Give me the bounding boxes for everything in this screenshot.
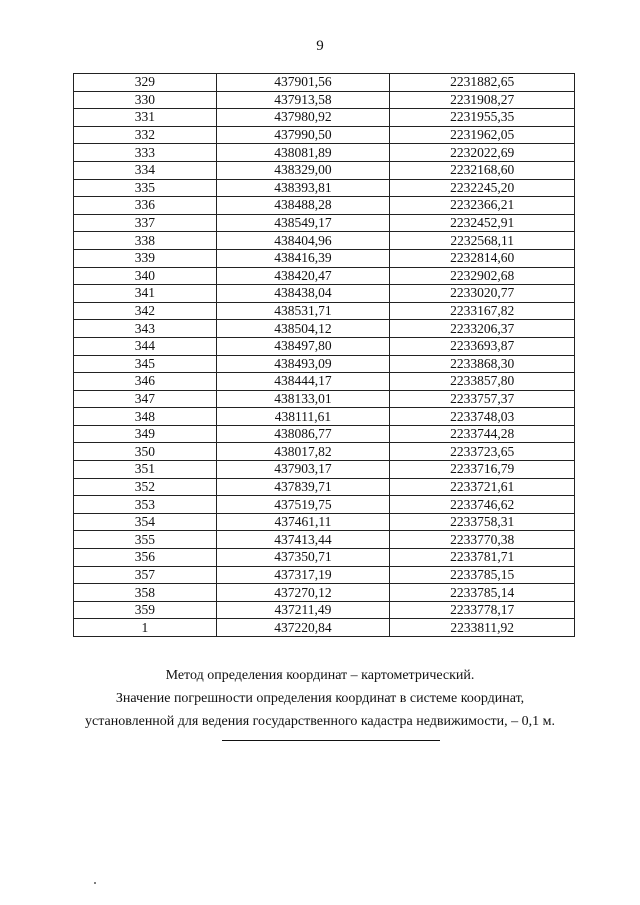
table-row bbox=[74, 478, 575, 496]
y-coordinate-cell: 2233206,37 bbox=[390, 320, 575, 338]
x-coordinate-cell: 438404,96 bbox=[216, 232, 390, 250]
point-number-cell: 349 bbox=[74, 425, 217, 443]
y-coordinate-cell: 2233785,15 bbox=[390, 566, 575, 584]
point-number-cell: 348 bbox=[74, 408, 217, 426]
point-number-cell: 343 bbox=[74, 320, 217, 338]
point-number-cell: 354 bbox=[74, 513, 217, 531]
x-coordinate-cell: 438438,04 bbox=[216, 285, 390, 303]
table-row bbox=[74, 126, 575, 144]
point-number-cell: 356 bbox=[74, 549, 217, 567]
y-coordinate-cell: 2233778,17 bbox=[390, 601, 575, 619]
accuracy-note-line1: Значение погрешности определения координат в системе координат, bbox=[115, 691, 525, 706]
point-number-cell: 344 bbox=[74, 337, 217, 355]
x-coordinate-cell: 438531,71 bbox=[216, 302, 390, 320]
y-coordinate-cell: 2231908,27 bbox=[390, 91, 575, 109]
table-row bbox=[74, 144, 575, 162]
table-row bbox=[74, 232, 575, 250]
point-number-cell: 331 bbox=[74, 109, 217, 127]
x-coordinate-cell: 438393,81 bbox=[216, 179, 390, 197]
table-row bbox=[74, 531, 575, 549]
point-number-cell: 345 bbox=[74, 355, 217, 373]
x-coordinate-cell: 437220,84 bbox=[216, 619, 390, 637]
y-coordinate-cell: 2233167,82 bbox=[390, 302, 575, 320]
point-number-cell: 351 bbox=[74, 461, 217, 479]
coordinates-table bbox=[73, 73, 575, 637]
x-coordinate-cell: 438493,09 bbox=[216, 355, 390, 373]
x-coordinate-cell: 437903,17 bbox=[216, 461, 390, 479]
point-number-cell: 342 bbox=[74, 302, 217, 320]
x-coordinate-cell: 438504,12 bbox=[216, 320, 390, 338]
point-number-cell: 339 bbox=[74, 249, 217, 267]
y-coordinate-cell: 2232022,69 bbox=[390, 144, 575, 162]
x-coordinate-cell: 438416,39 bbox=[216, 249, 390, 267]
point-number-cell: 357 bbox=[74, 566, 217, 584]
page-number: 9 bbox=[316, 38, 324, 54]
accuracy-note-line2: установленной для ведения государственного кадастра недвижимости, – 0,1 м. bbox=[84, 714, 556, 729]
y-coordinate-cell: 2231962,05 bbox=[390, 126, 575, 144]
table-row bbox=[74, 566, 575, 584]
x-coordinate-cell: 438488,28 bbox=[216, 197, 390, 215]
x-coordinate-cell: 437413,44 bbox=[216, 531, 390, 549]
table-row bbox=[74, 443, 575, 461]
table-row bbox=[74, 302, 575, 320]
table-row bbox=[74, 408, 575, 426]
y-coordinate-cell: 2232168,60 bbox=[390, 161, 575, 179]
point-number-cell: 336 bbox=[74, 197, 217, 215]
point-number-cell: 332 bbox=[74, 126, 217, 144]
y-coordinate-cell: 2232452,91 bbox=[390, 214, 575, 232]
table-row bbox=[74, 425, 575, 443]
y-coordinate-cell: 2233770,38 bbox=[390, 531, 575, 549]
x-coordinate-cell: 437211,49 bbox=[216, 601, 390, 619]
point-number-cell: 333 bbox=[74, 144, 217, 162]
point-number-cell: 340 bbox=[74, 267, 217, 285]
x-coordinate-cell: 437839,71 bbox=[216, 478, 390, 496]
point-number-cell: 347 bbox=[74, 390, 217, 408]
table-row bbox=[74, 373, 575, 391]
y-coordinate-cell: 2233748,03 bbox=[390, 408, 575, 426]
point-number-cell: 1 bbox=[74, 619, 217, 637]
y-coordinate-cell: 2232568,11 bbox=[390, 232, 575, 250]
x-coordinate-cell: 437990,50 bbox=[216, 126, 390, 144]
x-coordinate-cell: 437913,58 bbox=[216, 91, 390, 109]
scan-speck bbox=[94, 882, 96, 884]
x-coordinate-cell: 438017,82 bbox=[216, 443, 390, 461]
table-row bbox=[74, 320, 575, 338]
method-note: Метод определения координат – картометрический. bbox=[165, 668, 475, 683]
x-coordinate-cell: 438086,77 bbox=[216, 425, 390, 443]
y-coordinate-cell: 2233020,77 bbox=[390, 285, 575, 303]
x-coordinate-cell: 438444,17 bbox=[216, 373, 390, 391]
y-coordinate-cell: 2232902,68 bbox=[390, 267, 575, 285]
y-coordinate-cell: 2233781,71 bbox=[390, 549, 575, 567]
point-number-cell: 338 bbox=[74, 232, 217, 250]
x-coordinate-cell: 438420,47 bbox=[216, 267, 390, 285]
y-coordinate-cell: 2233868,30 bbox=[390, 355, 575, 373]
x-coordinate-cell: 437980,92 bbox=[216, 109, 390, 127]
y-coordinate-cell: 2233723,65 bbox=[390, 443, 575, 461]
x-coordinate-cell: 437270,12 bbox=[216, 584, 390, 602]
table-row bbox=[74, 179, 575, 197]
table-row bbox=[74, 601, 575, 619]
x-coordinate-cell: 437461,11 bbox=[216, 513, 390, 531]
point-number-cell: 352 bbox=[74, 478, 217, 496]
x-coordinate-cell: 437519,75 bbox=[216, 496, 390, 514]
y-coordinate-cell: 2233757,37 bbox=[390, 390, 575, 408]
y-coordinate-cell: 2233746,62 bbox=[390, 496, 575, 514]
point-number-cell: 329 bbox=[74, 74, 217, 92]
point-number-cell: 350 bbox=[74, 443, 217, 461]
table-row bbox=[74, 513, 575, 531]
y-coordinate-cell: 2232814,60 bbox=[390, 249, 575, 267]
x-coordinate-cell: 437317,19 bbox=[216, 566, 390, 584]
x-coordinate-cell: 437350,71 bbox=[216, 549, 390, 567]
table-row bbox=[74, 390, 575, 408]
table-row bbox=[74, 337, 575, 355]
notes bbox=[0, 664, 640, 733]
y-coordinate-cell: 2233785,14 bbox=[390, 584, 575, 602]
y-coordinate-cell: 2231955,35 bbox=[390, 109, 575, 127]
table-row bbox=[74, 267, 575, 285]
table-row bbox=[74, 161, 575, 179]
table-row bbox=[74, 74, 575, 92]
point-number-cell: 330 bbox=[74, 91, 217, 109]
x-coordinate-cell: 437901,56 bbox=[216, 74, 390, 92]
table-row bbox=[74, 549, 575, 567]
y-coordinate-cell: 2232366,21 bbox=[390, 197, 575, 215]
y-coordinate-cell: 2233693,87 bbox=[390, 337, 575, 355]
x-coordinate-cell: 438133,01 bbox=[216, 390, 390, 408]
y-coordinate-cell: 2233758,31 bbox=[390, 513, 575, 531]
table-row bbox=[74, 461, 575, 479]
point-number-cell: 334 bbox=[74, 161, 217, 179]
x-coordinate-cell: 438329,00 bbox=[216, 161, 390, 179]
table-row bbox=[74, 619, 575, 637]
point-number-cell: 359 bbox=[74, 601, 217, 619]
table-row bbox=[74, 285, 575, 303]
table-row bbox=[74, 91, 575, 109]
coordinates-table-body bbox=[74, 74, 575, 637]
point-number-cell: 337 bbox=[74, 214, 217, 232]
table-row bbox=[74, 214, 575, 232]
table-row bbox=[74, 355, 575, 373]
x-coordinate-cell: 438081,89 bbox=[216, 144, 390, 162]
table-row bbox=[74, 584, 575, 602]
y-coordinate-cell: 2233857,80 bbox=[390, 373, 575, 391]
x-coordinate-cell: 438497,80 bbox=[216, 337, 390, 355]
y-coordinate-cell: 2233721,61 bbox=[390, 478, 575, 496]
y-coordinate-cell: 2233744,28 bbox=[390, 425, 575, 443]
point-number-cell: 353 bbox=[74, 496, 217, 514]
y-coordinate-cell: 2232245,20 bbox=[390, 179, 575, 197]
point-number-cell: 346 bbox=[74, 373, 217, 391]
table-row bbox=[74, 109, 575, 127]
y-coordinate-cell: 2233811,92 bbox=[390, 619, 575, 637]
table-row bbox=[74, 496, 575, 514]
point-number-cell: 358 bbox=[74, 584, 217, 602]
point-number-cell: 355 bbox=[74, 531, 217, 549]
point-number-cell: 341 bbox=[74, 285, 217, 303]
x-coordinate-cell: 438549,17 bbox=[216, 214, 390, 232]
point-number-cell: 335 bbox=[74, 179, 217, 197]
y-coordinate-cell: 2231882,65 bbox=[390, 74, 575, 92]
table-row bbox=[74, 197, 575, 215]
separator-line bbox=[222, 740, 440, 741]
y-coordinate-cell: 2233716,79 bbox=[390, 461, 575, 479]
x-coordinate-cell: 438111,61 bbox=[216, 408, 390, 426]
table-row bbox=[74, 249, 575, 267]
